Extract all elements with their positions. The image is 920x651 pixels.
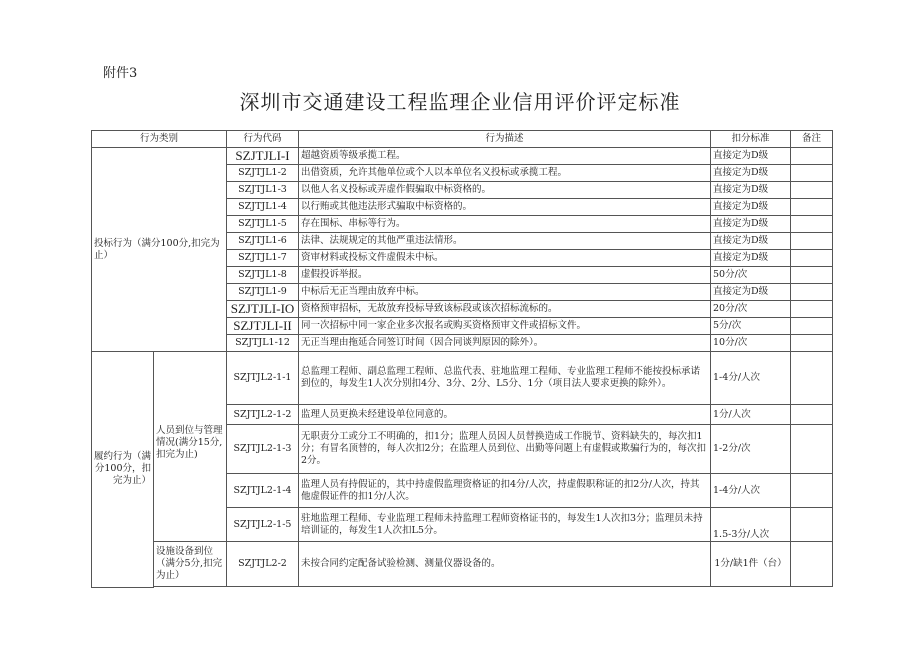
document-title: 深圳市交通建设工程监理企业信用评价评定标准 (239, 90, 681, 114)
behavior-description: 同一次招标中同一家企业多次报名或购买资格预审文件或招标文件。 (299, 318, 711, 335)
behavior-description: 总监理工程师、副总监理工程师、总监代表、驻地监理工程师、专业监理工程师不能按投标承诺到位的，每发生1人次分别扣4分、3分、2分、L5分、1分（项目法人要求更换的除外）。 (299, 352, 711, 405)
deduction-standard: 50分/次 (711, 267, 791, 284)
behavior-description: 超越资质等级承揽工程。 (299, 148, 711, 165)
behavior-description: 以他人名义投标或弄虚作假骗取中标资格的。 (299, 182, 711, 199)
header-deduction: 扣分标准 (711, 131, 791, 148)
annex-label: 附件3 (103, 66, 138, 81)
table-header-row (92, 131, 833, 148)
remarks-cell (791, 352, 833, 405)
behavior-code: SZJTJL2-1-5 (227, 508, 299, 542)
remarks-cell (791, 148, 833, 165)
header-category: 行为类别 (92, 131, 227, 148)
remarks-cell (791, 318, 833, 335)
header-remarks: 备注 (791, 131, 833, 148)
deduction-standard: 直接定为D级 (711, 250, 791, 267)
remarks-cell (791, 425, 833, 474)
deduction-standard: 直接定为D级 (711, 165, 791, 182)
deduction-standard: 1.5-3分/人次 (711, 508, 791, 542)
behavior-description: 以行贿或其他违法形式骗取中标资格的。 (299, 199, 711, 216)
behavior-description: 存在围标、串标等行为。 (299, 216, 711, 233)
deduction-standard: 1-2分/次 (711, 425, 791, 474)
behavior-code: SZJTJLI-I (227, 148, 299, 165)
remarks-cell (791, 182, 833, 199)
deduction-standard: 1-4分/人次 (711, 474, 791, 508)
evaluation-table (91, 130, 833, 588)
deduction-standard: 1-4分/人次 (711, 352, 791, 405)
bidding-category: 投标行为（满分100分,扣完为止） (92, 148, 227, 352)
header-code: 行为代码 (227, 131, 299, 148)
behavior-description: 未按合同约定配备试验检测、测量仪器设备的。 (299, 542, 711, 587)
behavior-code: SZJTJL1-6 (227, 233, 299, 250)
spacer-row (154, 587, 833, 588)
personnel-category: 人员到位与管理情况(满分15分,扣完为止) (154, 425, 227, 542)
behavior-description: 法律、法规规定的其他严重违法情形。 (299, 233, 711, 250)
behavior-code: SZJTJL2-1-3 (227, 425, 299, 474)
deduction-standard: 直接定为D级 (711, 199, 791, 216)
behavior-description: 无正当理由拖延合同签订时间（因合同谈判原因的除外）。 (299, 335, 711, 352)
remarks-cell (791, 199, 833, 216)
behavior-description: 出借资质，允许其他单位或个人以本单位名义投标或承揽工程。 (299, 165, 711, 182)
remarks-cell (791, 301, 833, 318)
table-row (92, 425, 833, 474)
behavior-code: SZJTJL2-1-4 (227, 474, 299, 508)
deduction-standard: 10分/次 (711, 335, 791, 352)
table-row (92, 587, 833, 588)
equipment-category: 设施设备到位（满分5分,扣完为止） (154, 542, 227, 587)
behavior-code: SZJTJL1-4 (227, 199, 299, 216)
deduction-standard: 直接定为D级 (711, 148, 791, 165)
behavior-code: SZJTJL1-7 (227, 250, 299, 267)
behavior-description: 中标后无正当理由放弃中标。 (299, 284, 711, 301)
behavior-description: 驻地监理工程师、专业监理工程师未持监理工程师资格证书的，每发生1人次扣3分；监理员未持培训证的，每发生1人次扣L5分。 (299, 508, 711, 542)
deduction-standard: 直接定为D级 (711, 216, 791, 233)
deduction-standard: 1分/缺1件（台） (711, 542, 791, 587)
deduction-standard: 20分/次 (711, 301, 791, 318)
behavior-description: 监理人员更换未经建设单位同意的。 (299, 405, 711, 425)
behavior-code: SZJTJL1-5 (227, 216, 299, 233)
remarks-cell (791, 284, 833, 301)
table-row (92, 352, 833, 405)
remarks-cell (791, 474, 833, 508)
behavior-code: SZJTJLI-II (227, 318, 299, 335)
deduction-standard: 直接定为D级 (711, 182, 791, 199)
remarks-cell (791, 233, 833, 250)
behavior-code: SZJTJLI-IO (227, 301, 299, 318)
behavior-code: SZJTJL1-8 (227, 267, 299, 284)
behavior-description: 监理人员有持假证的，其中持虚假监理资格证的扣4分/人次，持虚假职称证的扣2分/人次，持其他虚假证件的扣1分/人次。 (299, 474, 711, 508)
deduction-standard: 直接定为D级 (711, 284, 791, 301)
performance-category: 履约行为（满分100分，扣完为止） (92, 352, 154, 588)
behavior-code: SZJTJL1-9 (227, 284, 299, 301)
behavior-code: SZJTJL1-2 (227, 165, 299, 182)
remarks-cell (791, 508, 833, 542)
deduction-standard: 1分/人次 (711, 405, 791, 425)
behavior-description: 资格预审招标，无故放弃投标导致该标段或该次招标流标的。 (299, 301, 711, 318)
behavior-code: SZJTJL1-12 (227, 335, 299, 352)
behavior-code: SZJTJL1-3 (227, 182, 299, 199)
remarks-cell (791, 250, 833, 267)
behavior-code: SZJTJL2-1-2 (227, 405, 299, 425)
remarks-cell (791, 405, 833, 425)
remarks-cell (791, 267, 833, 284)
remarks-cell (791, 165, 833, 182)
personnel-label-spacer (154, 352, 227, 425)
behavior-description: 无职责分工或分工不明确的，扣1分；监理人员因人员替换造成工作脱节、资料缺失的，每次扣1分；有冒名顶替的，每人次扣2分；在监理人员到位、出勤等问题上有虚假或欺骗行为的，每次扣2分。 (299, 425, 711, 474)
remarks-cell (791, 335, 833, 352)
behavior-description: 资审材料或投标文件虚假未中标。 (299, 250, 711, 267)
remarks-cell (791, 216, 833, 233)
table-row (92, 148, 833, 165)
table-row (92, 542, 833, 587)
behavior-code: SZJTJL2-1-1 (227, 352, 299, 405)
behavior-description: 虚假投诉举报。 (299, 267, 711, 284)
remarks-cell (791, 542, 833, 587)
deduction-standard: 5分/次 (711, 318, 791, 335)
behavior-code: SZJTJL2-2 (227, 542, 299, 587)
deduction-standard: 直接定为D级 (711, 233, 791, 250)
header-description: 行为描述 (299, 131, 711, 148)
